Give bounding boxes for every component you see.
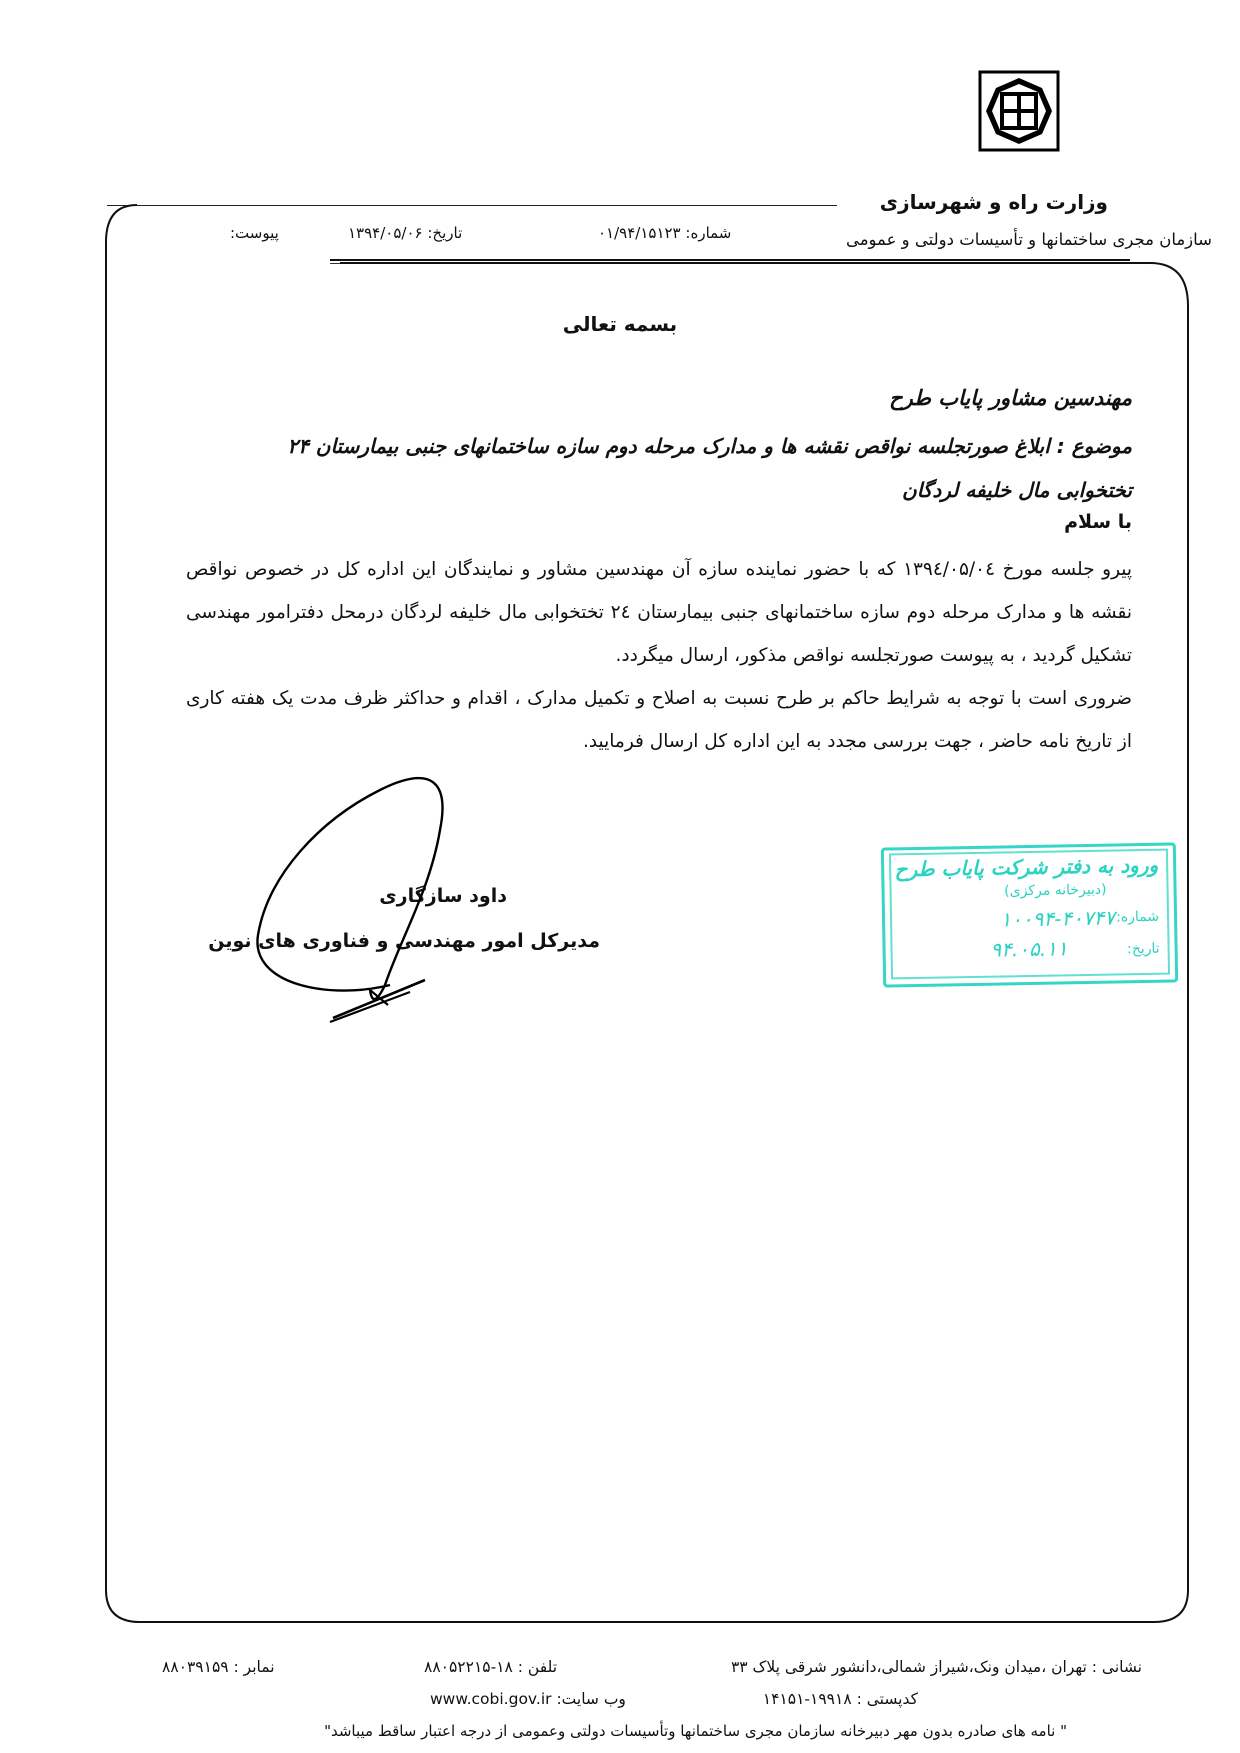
footer-fax: نمابر : ۸۸۰۳۹۱۵۹	[162, 1658, 275, 1676]
letter-date-value: ۱۳۹۴/۰۵/۰۶	[348, 224, 423, 242]
bismillah-heading: بسمه تعالی	[562, 312, 678, 336]
body-paragraph-1: پیرو جلسه مورخ ۱۳۹٤/۰۵/۰٤ که با حضور نماینده سازه آن مهندسین مشاور و نمایندگان این اداره کل در خصوص نواقص نقشه ها و مدارک مرحله دوم سازه ساختمانهای جنبی بیمارستان ۲٤ تختخوابی مال خلیفه لردگان درمحل دفترامور مهندسی تشکیل گردید ، به پیوست صورتجلسه نواقص مذکور، ارسال میگردد.	[186, 559, 1133, 666]
letter-date-label: تاریخ:	[427, 224, 463, 242]
letter-attachment-label: پیوست:	[230, 224, 279, 242]
letter-number-value: ۰۱/۹۴/۱۵۱۲۳	[598, 224, 681, 242]
receipt-stamp	[881, 842, 1178, 987]
footer-phone: تلفن : ۱۸-۸۸۰۵۲۲۱۵	[424, 1658, 558, 1676]
signatory-name: داود سازگاری	[379, 885, 507, 907]
stamp-number: ۱۰۰۹۴-۴۰۷۴۷	[1000, 905, 1116, 932]
stamp-date: ۹۴.۰۵.۱۱	[990, 936, 1068, 962]
ministry-name: وزارت راه و شهرسازی	[879, 190, 1108, 214]
subject-line: موضوع : ابلاغ صورتجلسه نواقص نقشه ها و مدارک مرحله دوم سازه ساختمانهای جنبی بیمارستان ۲۴ تختخوابی مال خلیفه لردگان	[287, 434, 1132, 502]
stamp-subtitle: (دبیرخانه مرکزی)	[1004, 881, 1107, 900]
footer-postal-code: کدپستی : ۱۹۹۱۸-۱۴۱۵۱	[762, 1690, 918, 1708]
footer-website: وب سایت: www.cobi.gov.ir	[430, 1690, 626, 1708]
signatory-title: مدیرکل امور مهندسی و فناوری های نوین	[208, 930, 600, 952]
footer-address: نشانی : تهران ،میدان ونک،شیراز شمالی،دانشور شرقی پلاک ۳۳	[730, 1658, 1142, 1676]
footer-note: " نامه های صادره بدون مهر دبیرخانه سازمان مجری ساختمانها وتأسیسات دولتی وعمومی از درجه اعتبار ساقط میباشد"	[324, 1722, 1067, 1740]
body-paragraph-2: ضروری است با توجه به شرایط حاکم بر طرح نسبت به اصلاح و تکمیل مدارک ، اقدام و حداکثر ظرف مدت یک هفته کاری از تاریخ نامه حاضر ، جهت بررسی مجدد به این اداره کل ارسال فرمایید.	[186, 688, 1132, 752]
letter-number-label: شماره:	[685, 224, 732, 242]
recipient: مهندسین مشاور پایاب طرح	[889, 386, 1132, 410]
letter-body	[186, 548, 1132, 763]
greeting: با سلام	[1064, 511, 1132, 533]
stamp-date-label: تاریخ:	[1126, 940, 1160, 958]
stamp-number-label: شماره:	[1116, 908, 1160, 926]
stamp-title: ورود به دفتر شرکت پایاب طرح	[894, 852, 1159, 882]
organization-name: سازمان مجری ساختمانها و تأسیسات دولتی و عمومی	[845, 230, 1212, 249]
